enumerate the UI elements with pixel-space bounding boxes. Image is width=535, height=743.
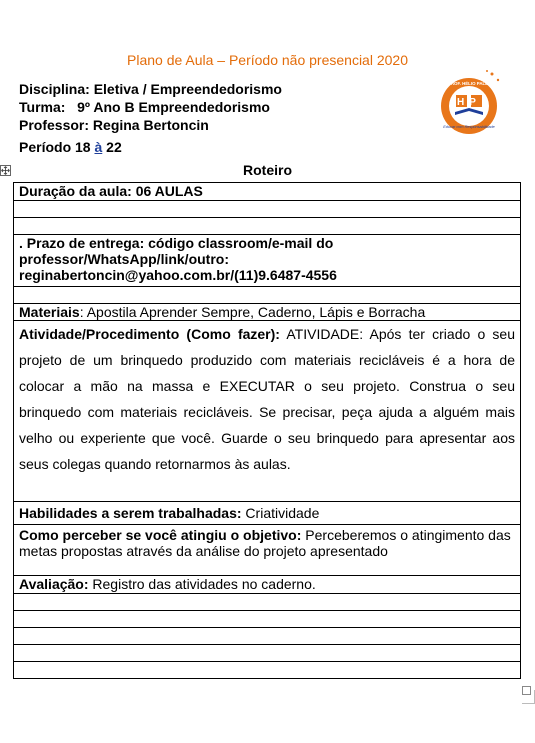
school-logo bbox=[432, 68, 506, 138]
duracao-cell: Duração da aula: 06 AULAS bbox=[14, 183, 521, 201]
habilidades-value: Criatividade bbox=[241, 505, 320, 521]
turma-value: 9º Ano B Empreendedorismo bbox=[77, 99, 270, 115]
table-resize-handle-icon[interactable] bbox=[522, 686, 535, 704]
periodo-prefix: Período 18 bbox=[19, 139, 95, 155]
roteiro-table bbox=[13, 182, 521, 679]
habilidades-label: Habilidades a serem trabalhadas: bbox=[19, 505, 242, 521]
logo-letters: HP bbox=[457, 97, 481, 108]
prazo-cell bbox=[14, 235, 521, 287]
materiais-cell bbox=[14, 304, 521, 321]
avaliacao-label: Avaliação: bbox=[19, 576, 89, 592]
empty-cell bbox=[14, 645, 521, 662]
empty-cell bbox=[14, 662, 521, 679]
prazo-line-1: . Prazo de entrega: código classroom/e-mail do bbox=[19, 235, 334, 251]
table-row bbox=[14, 628, 521, 645]
table-row bbox=[14, 525, 521, 576]
table-row bbox=[14, 321, 521, 502]
como-label: Como perceber se você atingiu o objetivo: bbox=[19, 527, 302, 543]
empty-cell bbox=[14, 201, 521, 218]
table-row bbox=[14, 201, 521, 218]
prazo-line-3: reginabertoncin@yahoo.com.br/(11)9.6487-4556 bbox=[19, 267, 337, 283]
table-move-handle-icon[interactable] bbox=[0, 165, 11, 176]
como-cell bbox=[14, 525, 521, 576]
periodo-suffix: 22 bbox=[102, 139, 122, 155]
table-row bbox=[14, 502, 521, 525]
prazo-line-2: professor/WhatsApp/link/outro: bbox=[19, 251, 229, 267]
disciplina-label: Disciplina: bbox=[19, 81, 90, 97]
document-title: Plano de Aula – Período não presencial 2020 bbox=[127, 52, 408, 68]
atividade-cell bbox=[14, 321, 521, 502]
roteiro-heading: Roteiro bbox=[243, 162, 292, 178]
avaliacao-cell bbox=[14, 576, 521, 594]
professor-value: Regina Bertoncin bbox=[92, 117, 209, 133]
turma-label: Turma: bbox=[19, 99, 66, 115]
table-row bbox=[14, 576, 521, 594]
empty-cell bbox=[14, 594, 521, 611]
table-row bbox=[14, 645, 521, 662]
turma-line bbox=[19, 99, 270, 116]
avaliacao-value: Registro das atividades no caderno. bbox=[88, 576, 316, 592]
table-row bbox=[14, 304, 521, 321]
table-row bbox=[14, 235, 521, 287]
professor-line bbox=[19, 117, 209, 134]
table-row bbox=[14, 662, 521, 679]
disciplina-value: Eletiva / Empreendedorismo bbox=[93, 81, 282, 97]
disciplina-line bbox=[19, 81, 282, 98]
materiais-label: Materiais bbox=[19, 304, 80, 320]
table-row bbox=[14, 218, 521, 235]
materiais-value: : Apostila Aprender Sempre, Caderno, Lápis e Borracha bbox=[79, 304, 426, 320]
logo-top-text: E.E.PROF. HÉLIO PALERMO bbox=[439, 81, 499, 86]
empty-cell bbox=[14, 611, 521, 628]
periodo-link[interactable]: à bbox=[94, 139, 103, 155]
logo-bottom-text: Educar com Responsabilidade bbox=[443, 125, 495, 129]
atividade-label: Atividade/Procedimento (Como fazer): bbox=[19, 326, 280, 342]
empty-cell bbox=[14, 287, 521, 304]
table-row bbox=[14, 183, 521, 201]
atividade-value: ATIVIDADE: Após ter criado o seu projeto de um brinquedo produzido com materiais recicláveis é a hora de colocar a mão na massa e EXECUTAR o seu projeto. Construa o seu brinquedo com materiais recicláveis. Se precisar, peça ajuda a alguém mais velho ou experiente que você. Guarde o seu brinquedo para apresentar aos seus colegas quando retornarmos às aulas. bbox=[19, 326, 515, 472]
table-row bbox=[14, 594, 521, 611]
empty-cell bbox=[14, 218, 521, 235]
professor-label: Professor: bbox=[19, 117, 90, 133]
periodo-line bbox=[19, 139, 122, 156]
como-value: Perceberemos o atingimento das metas propostas através da análise do projeto apresentado bbox=[19, 527, 511, 559]
empty-cell bbox=[14, 628, 521, 645]
table-row bbox=[14, 611, 521, 628]
table-row bbox=[14, 287, 521, 304]
habilidades-cell bbox=[14, 502, 521, 525]
